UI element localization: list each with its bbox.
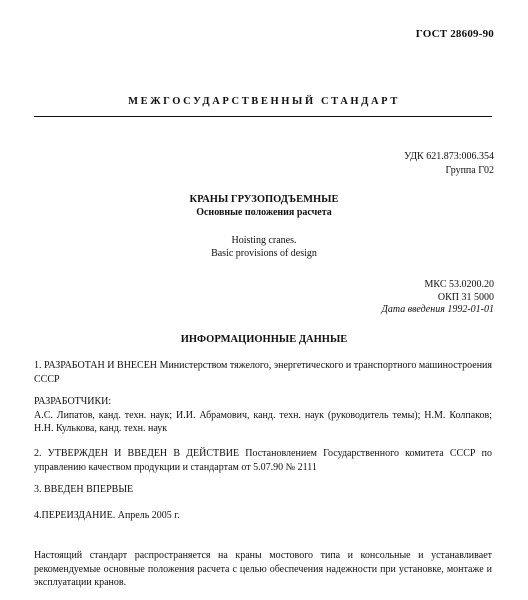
info-item-first-introduced: 3. ВВЕДЕН ВПЕРВЫЕ [34, 484, 134, 495]
developers-text: А.С. Липатов, канд. техн. наук; И.И. Абрамович, канд. техн. наук (руководитель темы); Н.М. Колпаков; Н.Н. Кулькова, канд. техн. наук [34, 409, 492, 434]
title-subtitle: Основные положения расчета [196, 207, 332, 218]
info-item-reissue: 4.ПЕРЕИЗДАНИЕ. Апрель 2005 г. [34, 510, 180, 521]
english-title [0, 234, 528, 260]
header-divider [34, 116, 492, 117]
codes-block [382, 279, 494, 317]
okp-code: ОКП 31 5000 [437, 291, 494, 303]
classification-block [404, 150, 494, 178]
info-heading: ИНФОРМАЦИОННЫЕ ДАННЫЕ [180, 334, 348, 345]
scope-paragraph: Настоящий стандарт распространяется на краны мостового типа и консольные и устанавливает рекомендуемые основные положения расчета с целью обеспечения надежности при установке, монтаже и эксплуатации кранов. [34, 550, 492, 588]
english-title-line2: Basic provisions of design [211, 248, 317, 259]
interstate-standard-heading: МЕЖГОСУДАРСТВЕННЫЙ СТАНДАРТ [128, 96, 400, 107]
introduction-date: Дата введения 1992-01-01 [381, 304, 494, 315]
document-title [0, 193, 528, 219]
info-item-developed: 1. РАЗРАБОТАН И ВНЕСЕН Министерством тяжелого, энергетического и транспортного машиностроения СССР [34, 360, 492, 385]
developers-label: РАЗРАБОТЧИКИ: [34, 396, 112, 407]
udk-code: УДК 621.873:006.354 [404, 151, 494, 162]
gost-code: ГОСТ 28609-90 [415, 28, 494, 40]
english-title-line1: Hoisting cranes. [231, 235, 297, 246]
title-main: КРАНЫ ГРУЗОПОДЪЕМНЫЕ [189, 194, 339, 205]
info-item-approved: 2. УТВЕРЖДЕН И ВВЕДЕН В ДЕЙСТВИЕ Постановлением Государственного комитета СССР по управлению качеством продукции и стандартам от 5.07.90 № 2111 [34, 448, 492, 473]
developers-block [34, 395, 492, 436]
group-code: Группа Г02 [445, 165, 494, 176]
mks-code: МКС 53.0200.20 [424, 279, 494, 290]
